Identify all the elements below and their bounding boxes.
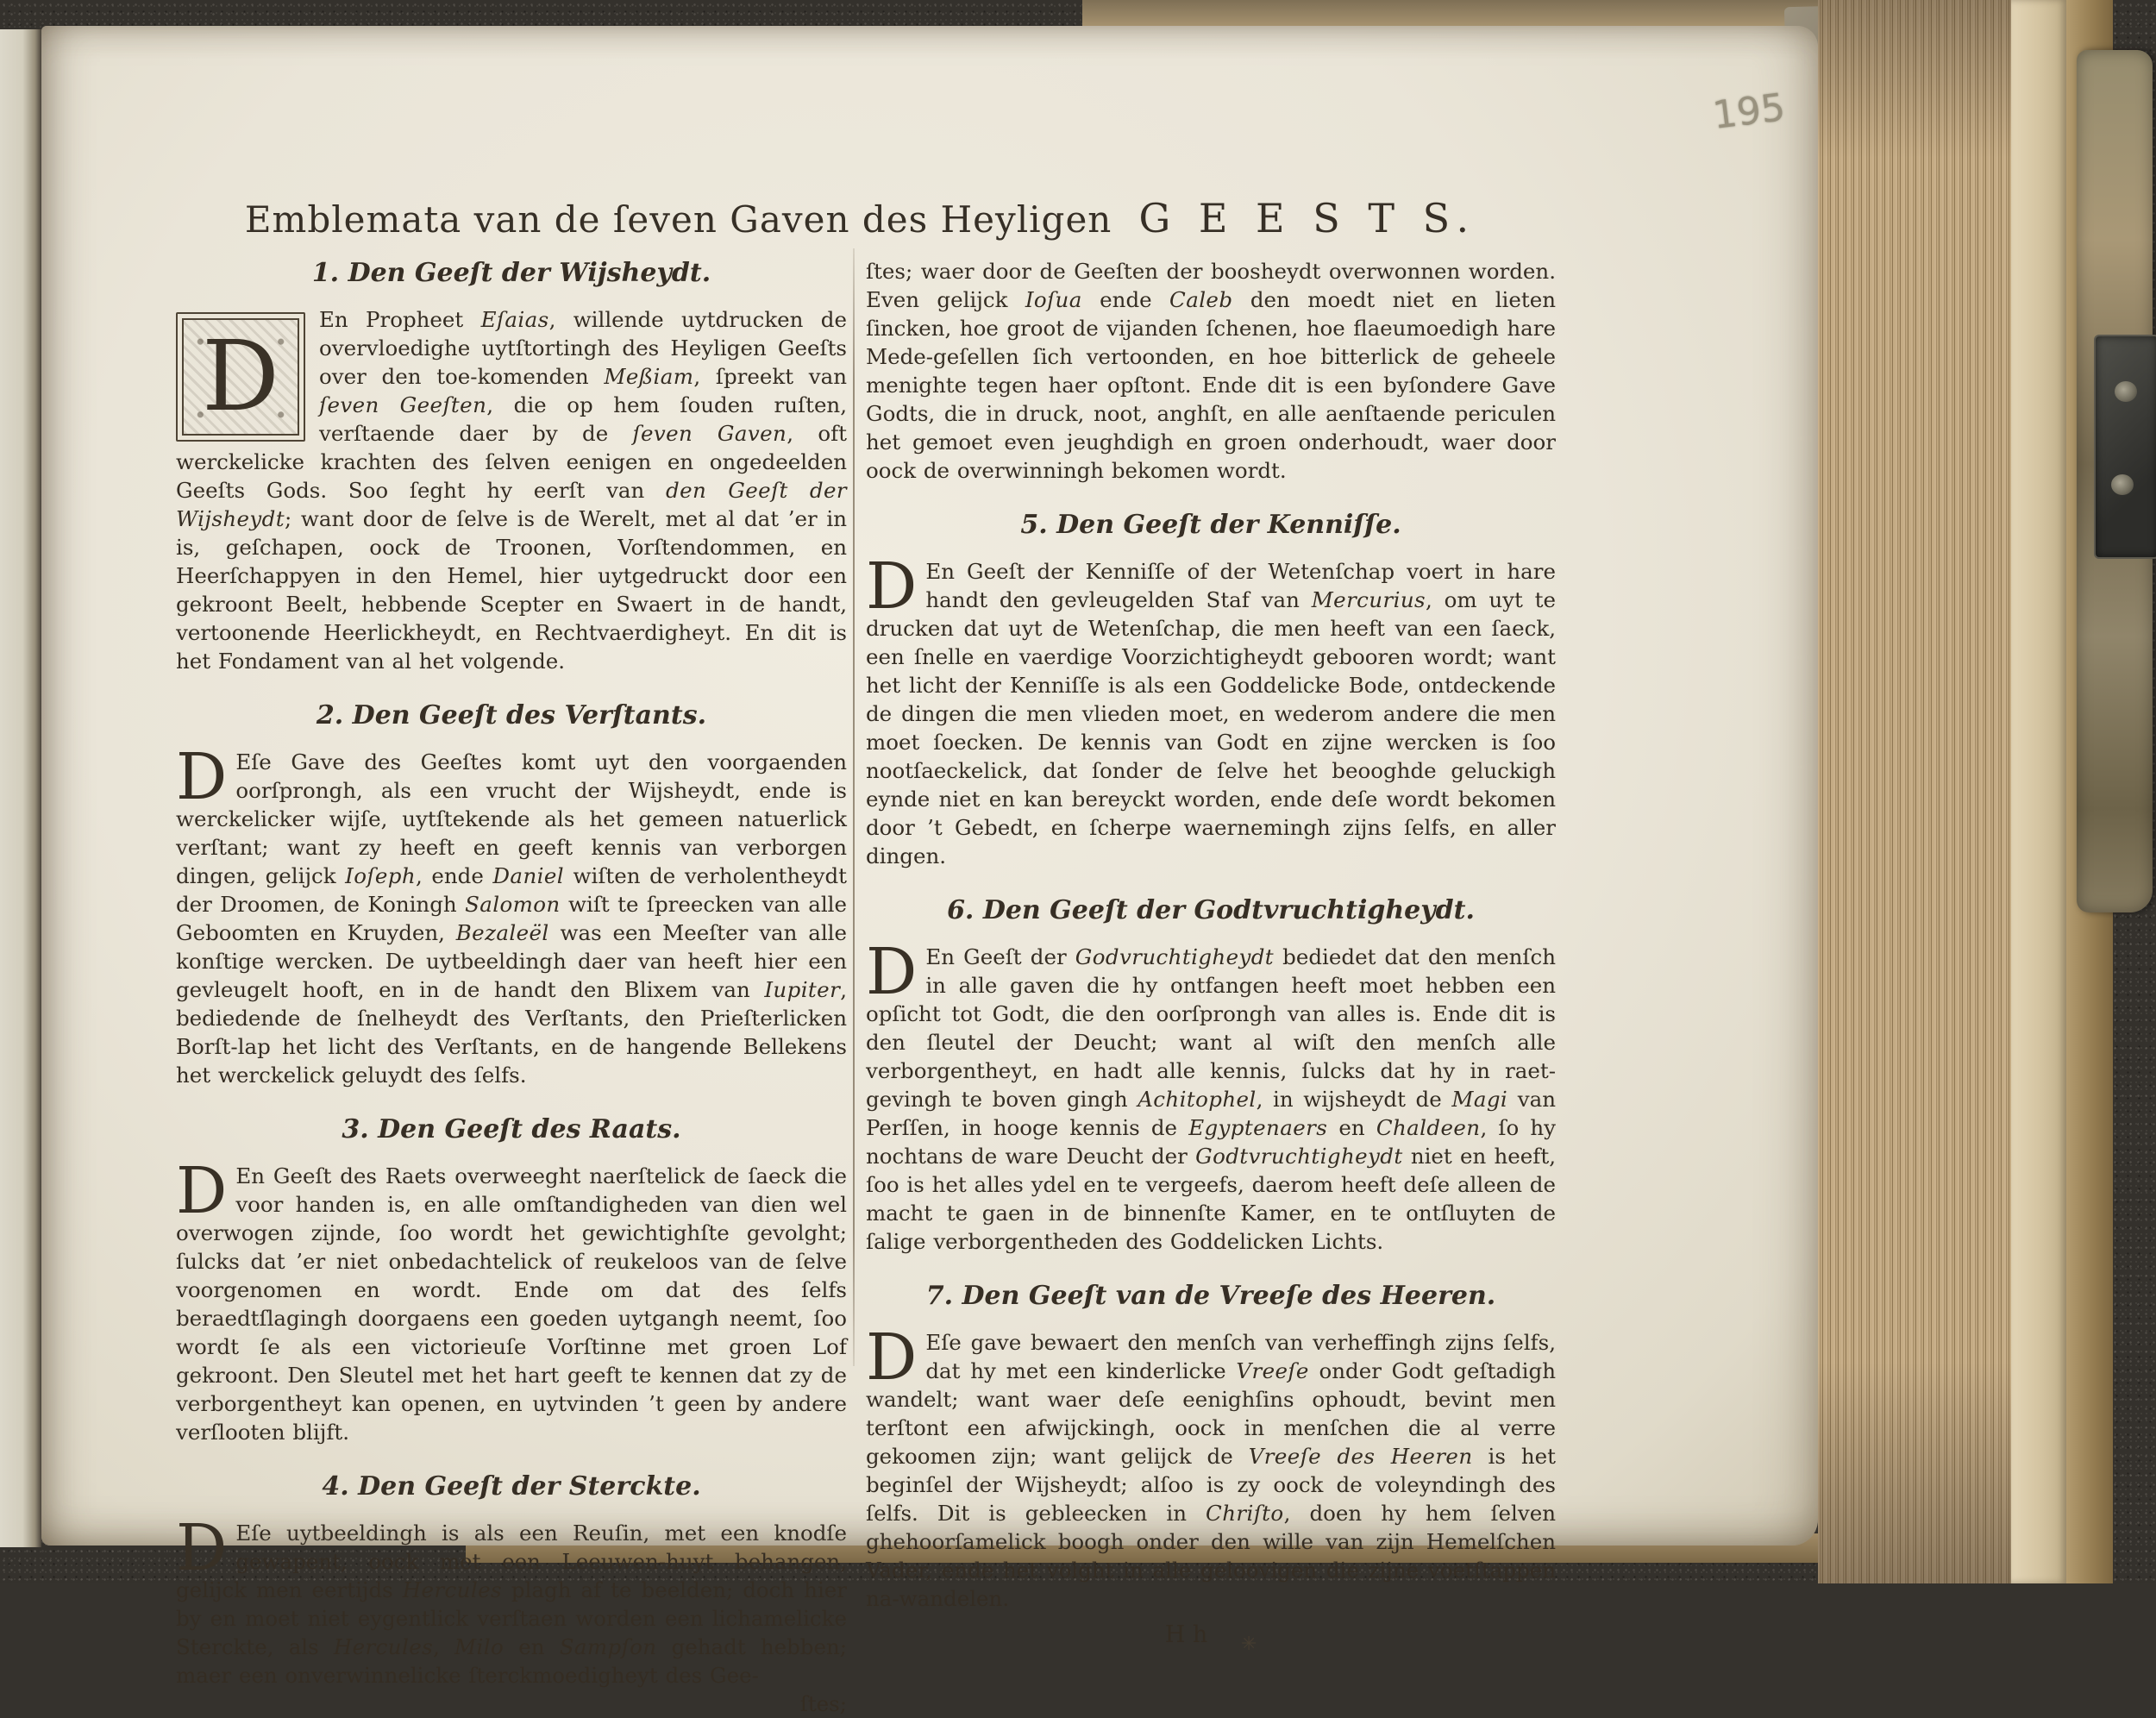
signature-row — [866, 1621, 1556, 1655]
section-heading-1: 1. Den Geeſt der Wijsheydt. — [311, 258, 711, 288]
section-body-6 — [866, 935, 1557, 1256]
section-text-4: Eſe uytbeeldingh is als een Reuſin, met een knodſe gewapent, oock met een Leeuwen-huyt behangen, gelijck men eertijds Hercules plagh af te beelden; doch hier by en moet niet eygentlick verſtaen worden een lichamelicke Sterckte, als Hercules, Milo en Sampſon gehadt hebben; maer een onverwinnelicke ſterckmoedigheyt des Gee- — [176, 1520, 848, 1688]
section-heading-2: 2. Den Geeſt des Verſtants. — [316, 700, 707, 730]
section-body-2 — [176, 740, 848, 1089]
section-heading-3: 3. Den Geeſt des Raats. — [342, 1114, 681, 1144]
handwritten-page-number: 195 — [1710, 85, 1788, 138]
book-fore-edge-pages — [1818, 0, 2011, 1583]
section-text-1: En Propheet Eſaias, willende uytdrucken de overvloedighe uytſtortingh des Heyligen Geeſts over den toe-komenden Meßiam, ſpreekt van ſeven Geeſten, die op hem ſouden ruſten, verſtaende daer by de ſeven Gaven, oft werckelicke krachten des ſelven eenigen en ongedeelden Geeſts Gods. Soo ſeght hy eerſt van den Geeſt der Wijsheydt; want door de ſelve is de Werelt, met al dat ’er in is, geſchapen, oock de Troonen, Vorſtendommen, en Heerſchappyen in den Hemel, hier uytgedruckt door een gekroont Beelt, hebbende Scepter en Swaert in de handt, vertoonende Heerlickheydt, en Rechtvaerdigheyt. En dit is het Fondament van al het volgende. — [176, 307, 848, 674]
drop-cap-initial: D — [866, 935, 918, 1009]
section-heading-5: 5. Den Geeſt der Kenniſſe. — [1020, 510, 1401, 540]
section-text-3: En Geeſt des Raets overweeght naerſtelick de ſaeck die voor handen is, en alle omſtandigheden van dien wel overwogen zijnde, ſoo wordt het gewichtighſte gevolght; ſulcks dat ’er niet onbedachtelick of reukeloos van de ſelve voorgenomen en wordt. Ende om dat des ſelfs beraedtſlagingh doorgaens een goeden uytgangh neemt, ſoo wordt ſe als een victorieuſe Vorſtinne met groen Lof gekroont. Den Sleutel met het hart geeft te kennen dat zy de verborgentheyt kan openen, en uytvinden ’t geen by andere verſlooten blijft. — [176, 1163, 847, 1445]
section-heading-6: 6. Den Geeſt der Godtvruchtigheydt. — [947, 895, 1475, 925]
facing-page-sliver — [0, 29, 41, 1547]
clasp-rivet — [2111, 474, 2134, 495]
drop-cap-initial: D — [176, 1511, 228, 1585]
section-body-3 — [176, 1154, 847, 1446]
page-title — [136, 195, 1585, 241]
book-parchment-edge — [2011, 0, 2066, 1583]
section-text-7: Eſe gave bewaert den menſch van verheffingh zijns ſelfs, dat hy met een kinderlicke Vreeſe onder Godt geſtadigh wandelt; want waer deſe eenighſins ophoudt, bevint men terſtont een afwijckingh, oock in menſchen die al verre gekoomen zijn; want gelijck de Vreeſe des Heeren is het beginſel der Wijsheydt; alſoo is zy oock de voleyndingh des ſelfs. Dit is gebleecken in Chriſto, doen hy hem ſelven ghehoorſamelick boogh onder den wille van zijn Hemelſchen Vader, ende het volght in alle geloovigen die zijne voetſtappen na-wandelen. — [866, 1330, 1556, 1611]
section-body-4-continuation: ſtes; waer door de Geeſten der boosheydt overwonnen worden. Even gelijck Ioſua ende Caleb den moedt niet en lieten ſincken, hoe groot de vijanden ſchenen, hoe flaeumoedigh hare Mede-geſellen ſich vertoonden, en hoe bitterlick de geheele menighte tegen haer opſtont. Ende dit is een byſondere Gave Godts, die in druck, noot, anghſt, en alle aenſtaende periculen het gemoet even jeughdigh en groen onderhoudt, waer door oock de overwinningh bekomen wordt. — [866, 259, 1556, 483]
section-text-5: En Geeſt der Kenniſſe of der Wetenſchap voert in hare handt den gevleugelden Staf van Mercurius, om uyt te drucken dat uyt de Wetenſchap, die men heeft van een ſaeck, een ſnelle en vaerdige Voorzichtigheydt gebooren wordt; want het licht der Kenniſſe is als een Goddelicke Bode, ontdeckende de dingen die men vlieden moet, en wederom andere die men moet ſoecken. De kennis van Godt en zijne wercken is ſoo nootſaeckelick, dat ſonder de ſelve het beooghde geluckigh eynde niet en kan bereyckt worden, ende deſe wordt bekomen door ’t Gebedt, en ſcherpe waernemingh zijns ſelfs, en aller dingen. — [866, 559, 1556, 868]
page-title-emphasis: G E E S T S. — [1138, 195, 1477, 241]
book-page — [41, 26, 1818, 1716]
drop-cap-initial: D — [176, 1154, 228, 1228]
section-body-5 — [866, 549, 1556, 870]
drop-cap-initial: D — [866, 549, 918, 624]
ornate-woodcut-initial: D — [176, 312, 305, 442]
drop-cap-initial: D — [176, 740, 228, 814]
right-text-column — [866, 257, 1557, 1655]
section-body-1 — [176, 305, 847, 675]
section-heading-7: 7. Den Geeſt van de Vreeſe des Heeren. — [925, 1281, 1496, 1311]
drop-cap-initial: D — [866, 1320, 918, 1395]
catchword: ſtes; — [799, 1691, 847, 1716]
left-text-column — [176, 257, 847, 1718]
section-heading-4: 4. Den Geeſt der Sterckte. — [322, 1471, 701, 1502]
page-title-main: Emblemata van de ſeven Gaven des Heyligen — [244, 198, 1112, 241]
section-body-7 — [866, 1320, 1556, 1613]
signature-mark: H h — [1164, 1621, 1208, 1648]
section-body-4 — [176, 1511, 848, 1718]
section-text-6: En Geeſt der Godvruchtigheydt bediedet dat den menſch in alle gaven die hy ontfangen heeft moet hebben een opſicht tot Godt, die den oorſprongh van alles is. Ende dit is den ſleutel der Deucht; want al wiſt den menſch alle verborgentheyt, en hadt alle kennis, ſulcks dat hy in raet-gevingh te boven gingh Achitophel, in wijsheydt de Magi van Perſſen, in hooge kennis de Egyptenaers en Chaldeen, ſo hy nochtans de ware Deucht der Godtvruchtigheydt niet en heeft, ſoo is het alles ydel en te vergeefs, daerom heeft deſe alleen de macht te gaen in de binnenſte Kamer, en te ontſluyten de ſalige verborgentheden des Goddelicken Lichts. — [866, 944, 1557, 1254]
printed-asterisk: ✳ — [1240, 1633, 1257, 1655]
section-text-2: Eſe Gave des Geeſtes komt uyt den voorgaenden oorſprongh, als een vrucht der Wijsheydt, ende is werckelicker wijſe, uytſtekende als het gemeen natuerlick verſtant; want zy heeft en geeft kennis van verborgen dingen, gelijck Ioſeph, ende Daniel wiſten de verholentheydt der Droomen, de Koningh Salomon wiſt te ſpreecken van alle Geboomten en Kruyden, Bezaleël was een Meeſter van alle konſtige wercken. De uytbeeldingh daer van heeft hier een gevleugelt hooft, en in de handt den Blixem van Iupiter, bediedende de ſnelheydt des Verſtants, den Prieſterlicken Borſt-lap het licht des Verſtants, en de hangende Bellekens het werckelick geluydt des ſelfs. — [176, 749, 848, 1088]
column-divider-rule — [853, 248, 855, 1366]
book-clasp-plate — [2094, 335, 2156, 559]
clasp-rivet — [2115, 381, 2137, 402]
